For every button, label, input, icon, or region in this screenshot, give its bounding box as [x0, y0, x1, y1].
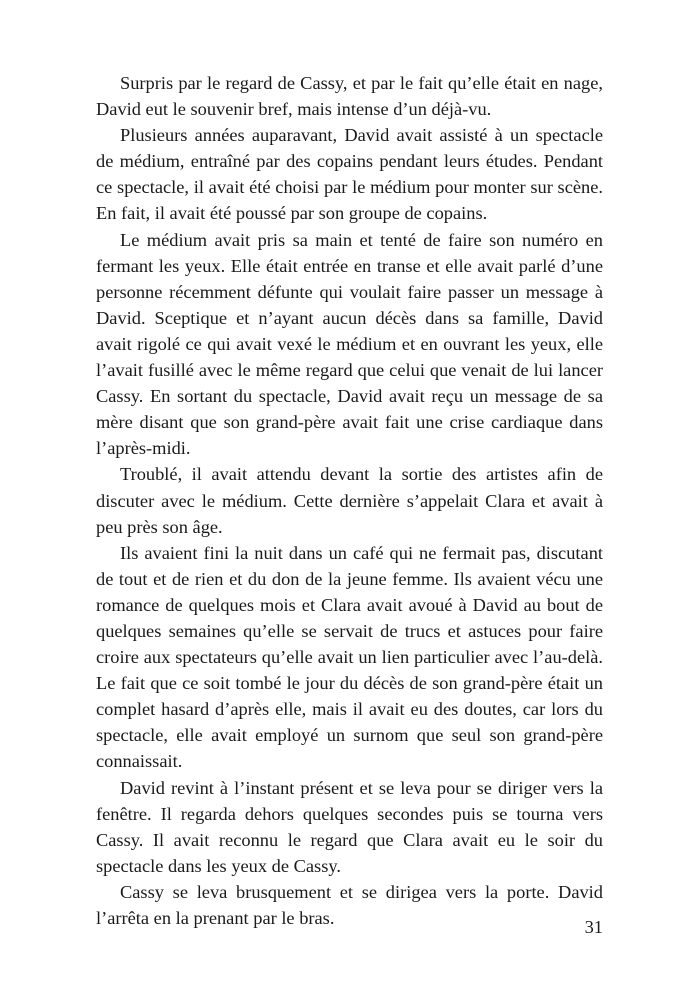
paragraph-1: Surpris par le regard de Cassy, et par le fait qu’elle était en nage, David eut le souvenir bref, mais intense d’un déjà-vu.: [96, 73, 603, 120]
paragraph-7: Cassy se leva brusquement et se dirigea vers la porte. David l’arrêta en la prenant par le bras.: [96, 881, 603, 928]
body-text: [96, 70, 603, 931]
page-number: 31: [584, 917, 603, 937]
paragraph-4: Troublé, il avait attendu devant la sortie des artistes afin de discuter avec le médium. Cette dernière s’appelait Clara et avait à peu près son âge.: [96, 464, 603, 537]
paragraph-2: Plusieurs années auparavant, David avait assisté à un spectacle de médium, entraîné par des copains pendant leurs études. Pendant ce spectacle, il avait été choisi par le médium pour monter sur scène. En fait, il avait été poussé par son groupe de copains.: [96, 125, 603, 224]
paragraph-5: Ils avaient fini la nuit dans un café qui ne fermait pas, discutant de tout et de rien et du don de la jeune femme. Ils avaient vécu une romance de quelques mois et Clara avait avoué à David au bout de quelques semaines qu’elle se servait de trucs et astuces pour faire croire aux spectateurs qu’elle avait un lien particulier avec l’au-delà. Le fait que ce soit tombé le jour du décès de son grand-père était un complet hasard d’après elle, mais il avait eu des doutes, car lors du spectacle, elle avait employé un surnom que seul son grand-père connaissait.: [96, 542, 603, 772]
paragraph-3: Le médium avait pris sa main et tenté de faire son numéro en fermant les yeux. Elle était entrée en transe et elle avait parlé d’une personne récemment défunte qui voulait faire passer un message à David. Sceptique et n’ayant aucun décès dans sa famille, David avait rigolé ce qui avait vexé le médium et en ouvrant les yeux, elle l’avait fusillé avec le même regard que celui que venait de lui lancer Cassy. En sortant du spectacle, David avait reçu un message de sa mère disant que son grand-père avait fait une crise cardiaque dans l’après-midi.: [96, 229, 603, 459]
paragraph-6: David revint à l’instant présent et se leva pour se diriger vers la fenêtre. Il regarda dehors quelques secondes puis se tourna vers Cassy. Il avait reconnu le regard que Clara avait eu le soir du spectacle dans les yeux de Cassy.: [96, 777, 603, 876]
